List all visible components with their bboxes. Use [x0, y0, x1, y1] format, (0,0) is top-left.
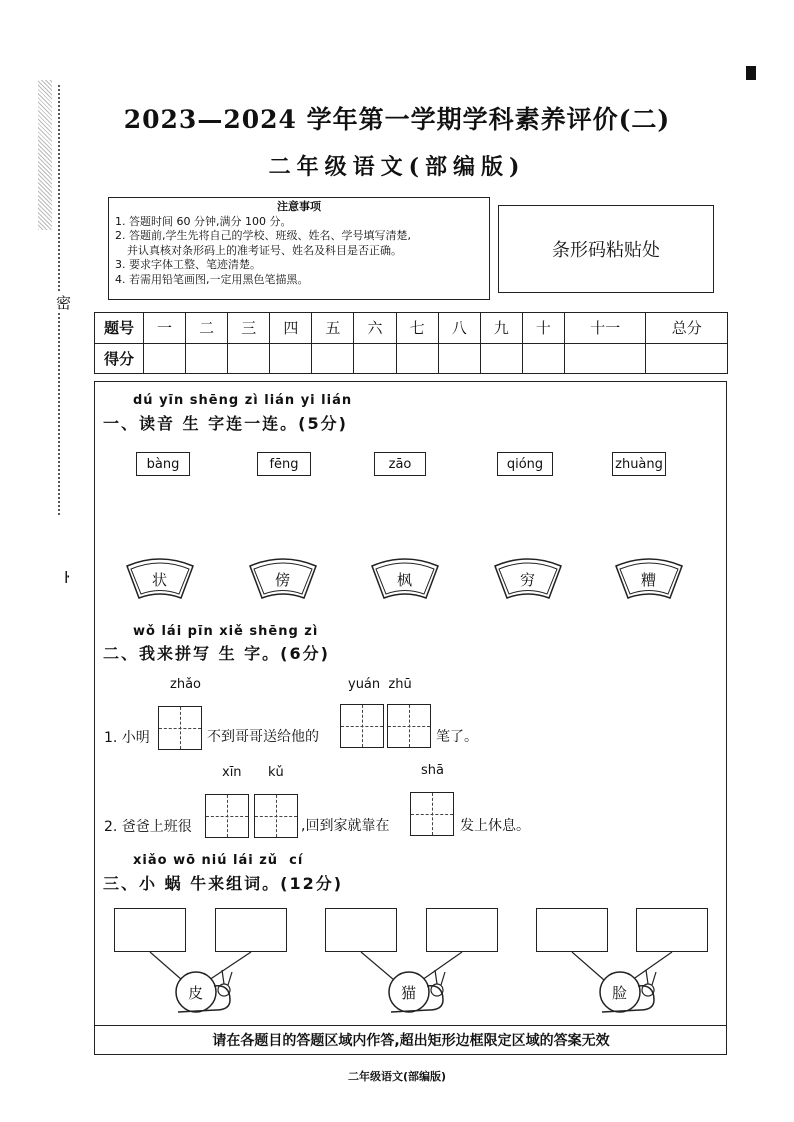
answer-box[interactable] [636, 908, 708, 952]
syllable-box[interactable]: zhuàng [612, 452, 666, 476]
notice-box [108, 197, 490, 300]
score-cell[interactable] [522, 343, 564, 374]
page-footer: 二年级语文(部编版) [347, 1070, 447, 1083]
notice-item: 并认真核对条形码上的准考证号、姓名及科目是否正确。 [127, 243, 402, 257]
score-cell[interactable] [438, 343, 480, 374]
col-header: 十一 [564, 313, 646, 344]
pinyin-hint: zhǎo [170, 677, 201, 692]
divider [95, 1025, 727, 1026]
sentence-text: 发上休息。 [460, 818, 530, 834]
score-cell[interactable] [396, 343, 438, 374]
page-title: 2023—2024 学年第一学期学科素养评价(二) [123, 105, 671, 134]
notice-item: 3. 要求字体工整、笔迹清楚。 [115, 258, 261, 271]
row-label: 题号 [95, 313, 144, 344]
row-label: 得分 [95, 343, 144, 374]
col-header: 九 [480, 313, 522, 344]
score-cell[interactable] [312, 343, 354, 374]
fan-char: 穷 [520, 571, 536, 589]
snail-char: 猫 [401, 984, 417, 1002]
score-cell[interactable] [228, 343, 270, 374]
score-cell[interactable] [186, 343, 228, 374]
char-fan[interactable] [125, 558, 195, 602]
pinyin-hint: shā [421, 763, 444, 778]
answer-area-note: 请在各题目的答题区域内作答,超出矩形边框限定区域的答案无效 [212, 1033, 610, 1049]
tianzi-box[interactable] [254, 794, 298, 838]
answer-box[interactable] [426, 908, 498, 952]
pinyin-hint: kǔ [268, 765, 284, 780]
score-table [94, 312, 728, 374]
fan-char: 糟 [641, 571, 657, 589]
q2-pinyin: wǒ lái pīn xiě shēng zì [133, 624, 319, 639]
answer-box[interactable] [325, 908, 397, 952]
notice-item: 4. 若需用铅笔画图,一定用黑色笔描黑。 [115, 272, 309, 286]
q3-pinyin: xiǎo wō niú lái zǔ cí [133, 853, 304, 868]
notice-item: 2. 答题前,学生先将自己的学校、班级、姓名、学号填写清楚, [115, 229, 411, 242]
tianzi-box[interactable] [205, 794, 249, 838]
col-header: 五 [312, 313, 354, 344]
q1-pinyin: dú yīn shēng zì lián yi lián [133, 393, 353, 408]
char-fan[interactable] [248, 558, 318, 602]
pinyin-hint: xīn [222, 765, 242, 780]
snail-icon [172, 960, 242, 1016]
tianzi-box[interactable] [158, 706, 202, 750]
col-header: 二 [186, 313, 228, 344]
sentence-text: 1. 小明 [104, 730, 150, 746]
snail-char: 皮 [188, 984, 204, 1002]
syllable-box[interactable]: zāo [374, 452, 426, 476]
syllable-box[interactable]: bàng [136, 452, 190, 476]
score-cell[interactable] [354, 343, 396, 374]
snail-icon [385, 960, 455, 1016]
syllable-box[interactable]: fēng [257, 452, 311, 476]
col-header: 总分 [646, 313, 728, 344]
fan-char: 傍 [275, 571, 291, 589]
snail-char: 脸 [612, 984, 628, 1002]
fan-char: 枫 [397, 571, 413, 589]
score-cell[interactable] [646, 343, 728, 374]
col-header: 六 [354, 313, 396, 344]
barcode-area [498, 205, 714, 293]
syllable-box[interactable]: qióng [497, 452, 553, 476]
score-cell[interactable] [270, 343, 312, 374]
fan-char: 状 [152, 571, 168, 589]
pinyin-hint: yuán zhū [348, 677, 412, 692]
tianzi-box[interactable] [340, 704, 384, 748]
char-fan[interactable] [493, 558, 563, 602]
sentence-text: 笔了。 [436, 729, 478, 745]
barcode-label: 条形码粘贴处 [552, 240, 660, 261]
sentence-text: 2. 爸爸上班很 [104, 819, 192, 835]
char-fan[interactable] [614, 558, 684, 602]
q2-heading: 二、我来拼写 生 字。(6分) [103, 644, 330, 663]
q1-heading: 一、读音 生 字连一连。(5分) [103, 414, 348, 433]
page-subtitle: 二年级语文(部编版) [268, 154, 526, 180]
sentence-text: ,回到家就靠在 [301, 818, 390, 834]
tianzi-box[interactable] [387, 704, 431, 748]
q3-heading: 三、小 蜗 牛来组词。(12分) [103, 874, 344, 893]
tianzi-box[interactable] [410, 792, 454, 836]
char-fan[interactable] [370, 558, 440, 602]
margin-tick: ŀ [64, 568, 70, 587]
answer-box[interactable] [536, 908, 608, 952]
score-cell[interactable] [480, 343, 522, 374]
sentence-text: 不到哥哥送给他的 [207, 729, 319, 745]
answer-box[interactable] [114, 908, 186, 952]
snail [385, 960, 455, 1016]
col-header: 一 [144, 313, 186, 344]
snail [172, 960, 242, 1016]
answer-box[interactable] [215, 908, 287, 952]
seal-mark: 密 [56, 294, 72, 312]
notice-heading: 注意事项 [277, 200, 321, 213]
snail-icon [596, 960, 666, 1016]
score-row [95, 343, 728, 374]
score-cell[interactable] [144, 343, 186, 374]
col-header: 十 [522, 313, 564, 344]
snail [596, 960, 666, 1016]
col-header: 四 [270, 313, 312, 344]
score-header-row [95, 313, 728, 344]
notice-item: 1. 答题时间 60 分钟,满分 100 分。 [115, 214, 292, 228]
col-header: 八 [438, 313, 480, 344]
col-header: 三 [228, 313, 270, 344]
col-header: 七 [396, 313, 438, 344]
corner-mark [746, 66, 756, 80]
score-cell[interactable] [564, 343, 646, 374]
